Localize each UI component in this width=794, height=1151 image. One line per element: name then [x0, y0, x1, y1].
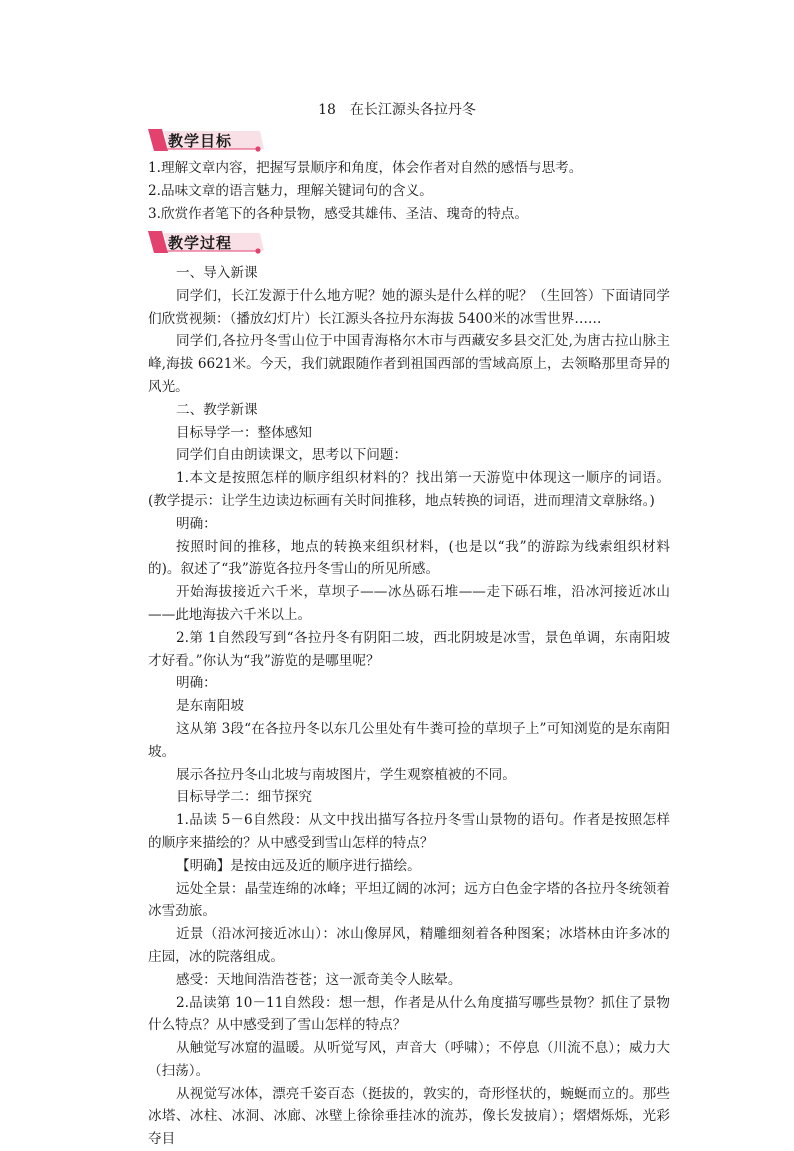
paragraph: 展示各拉丹冬山北坡与南坡图片，学生观察植被的不同。: [176, 766, 516, 783]
goal-item: 1.理解文章内容，把握写景顺序和角度，体会作者对自然的感悟与思考。: [148, 160, 583, 176]
goals-list: [148, 157, 670, 225]
answer-label: 【明确】是按由远及近的顺序进行描绘。: [176, 857, 421, 874]
paragraph: 开始海拔接近六千米，草坝子——冰丛砾石堆——走下砾石堆，沿冰河接近冰山——此地海拔六千米以上。: [148, 584, 670, 623]
paragraph: 近景（沿冰河接近冰山）：冰山像屏风，精雕细刻着各种图案；冰塔林由许多冰的庄园，冰的院落组成。: [148, 926, 670, 965]
paragraph: 远处全景：晶莹连绵的冰峰；平坦辽阔的冰河；远方白色金字塔的各拉丹冬统领着冰雪劲旅。: [148, 880, 670, 920]
process-content: [148, 262, 670, 1151]
question: 1.本文是按照怎样的顺序组织材料的？找出第一天游览中体现这一顺序的词语。(教学提示：让学生边读边标画有关时间推移，地点转换的词语，进而理清文章脉络。): [148, 470, 670, 509]
subsection-heading: 目标导学一：整体感知: [176, 424, 312, 441]
page-title: 18 在长江源头各拉丹冬: [318, 102, 476, 118]
paragraph: 同学们，长江发源于什么地方呢？她的源头是什么样的呢？（生回答）下面请同学们欣赏视频：（播放幻灯片）长江源头各拉丹东海拔 5400米的冰雪世界……: [148, 287, 670, 327]
answer-label: 明确：: [176, 515, 217, 532]
section-heading: 二、教学新课: [176, 401, 258, 418]
section-header-label: 教学过程: [168, 234, 233, 252]
goal-item: 3.欣赏作者笔下的各种景物，感受其雄伟、圣洁、瑰奇的特点。: [148, 205, 528, 222]
paragraph: 这从第 3段“在各拉丹冬以东几公里处有牛粪可捡的草坝子上”可知浏览的是东南阳坡。: [148, 720, 670, 760]
question: 2.品读第 10－11自然段：想一想，作者是从什么角度描写哪些景物？抓住了景物什么特点？从中感受到了雪山怎样的特点？: [148, 994, 670, 1034]
answer-label: 明确：: [176, 675, 217, 692]
paragraph: 从视觉写冰体，漂亮千姿百态（挺拔的，敦实的，奇形怪状的，蜿蜒而立的。那些冰塔、冰柱、冰洞、冰廊、冰壁上徐徐垂挂冰的流苏，像长发披肩）；熠熠烁烁，光彩夺目: [148, 1085, 670, 1148]
paragraph: 从触觉写冰窟的温暖。从听觉写风，声音大（呼啸）；不停息（川流不息）；威力大（扫荡）。: [148, 1040, 670, 1079]
paragraph: 感受：天地间浩浩苍苍；这一派奇美令人眩晕。: [176, 971, 462, 988]
subsection-heading: 目标导学二：细节探究: [176, 789, 312, 806]
section-heading: 一、导入新课: [176, 265, 258, 281]
paragraph: 同学们自由朗读课文，思考以下问题：: [176, 447, 408, 464]
paragraph: 同学们,各拉丹冬雪山位于中国青海格尔木市与西藏安多县交汇处,为唐古拉山脉主峰,海拔 6621米。今天，我们就跟随作者到祖国西部的雪域高原上，去领略那里奇异的风光。: [148, 333, 670, 395]
section-header-label: 教学目标: [168, 132, 233, 150]
section-header-process: [148, 229, 266, 255]
goal-item: 2.品味文章的语言魅力，理解关键词句的含义。: [148, 182, 433, 199]
paragraph: 是东南阳坡: [176, 698, 244, 715]
question: 1.品读 5－6自然段：从文中找出描写各拉丹冬雪山景物的语句。作者是按照怎样的顺序来描绘的？从中感受到雪山怎样的特点？: [148, 812, 670, 851]
section-header-goals: [148, 127, 266, 153]
paragraph: 按照时间的推移，地点的转换来组织材料，(也是以“我”的游踪为线索组织材料的)。叙述了“我”游览各拉丹冬雪山的所见所感。: [148, 538, 670, 578]
question: 2.第 1自然段写到“各拉丹冬有阴阳二坡，西北阴坡是冰雪，景色单调，东南阳坡才好看。”你认为“我”游览的是哪里呢？: [148, 629, 670, 669]
